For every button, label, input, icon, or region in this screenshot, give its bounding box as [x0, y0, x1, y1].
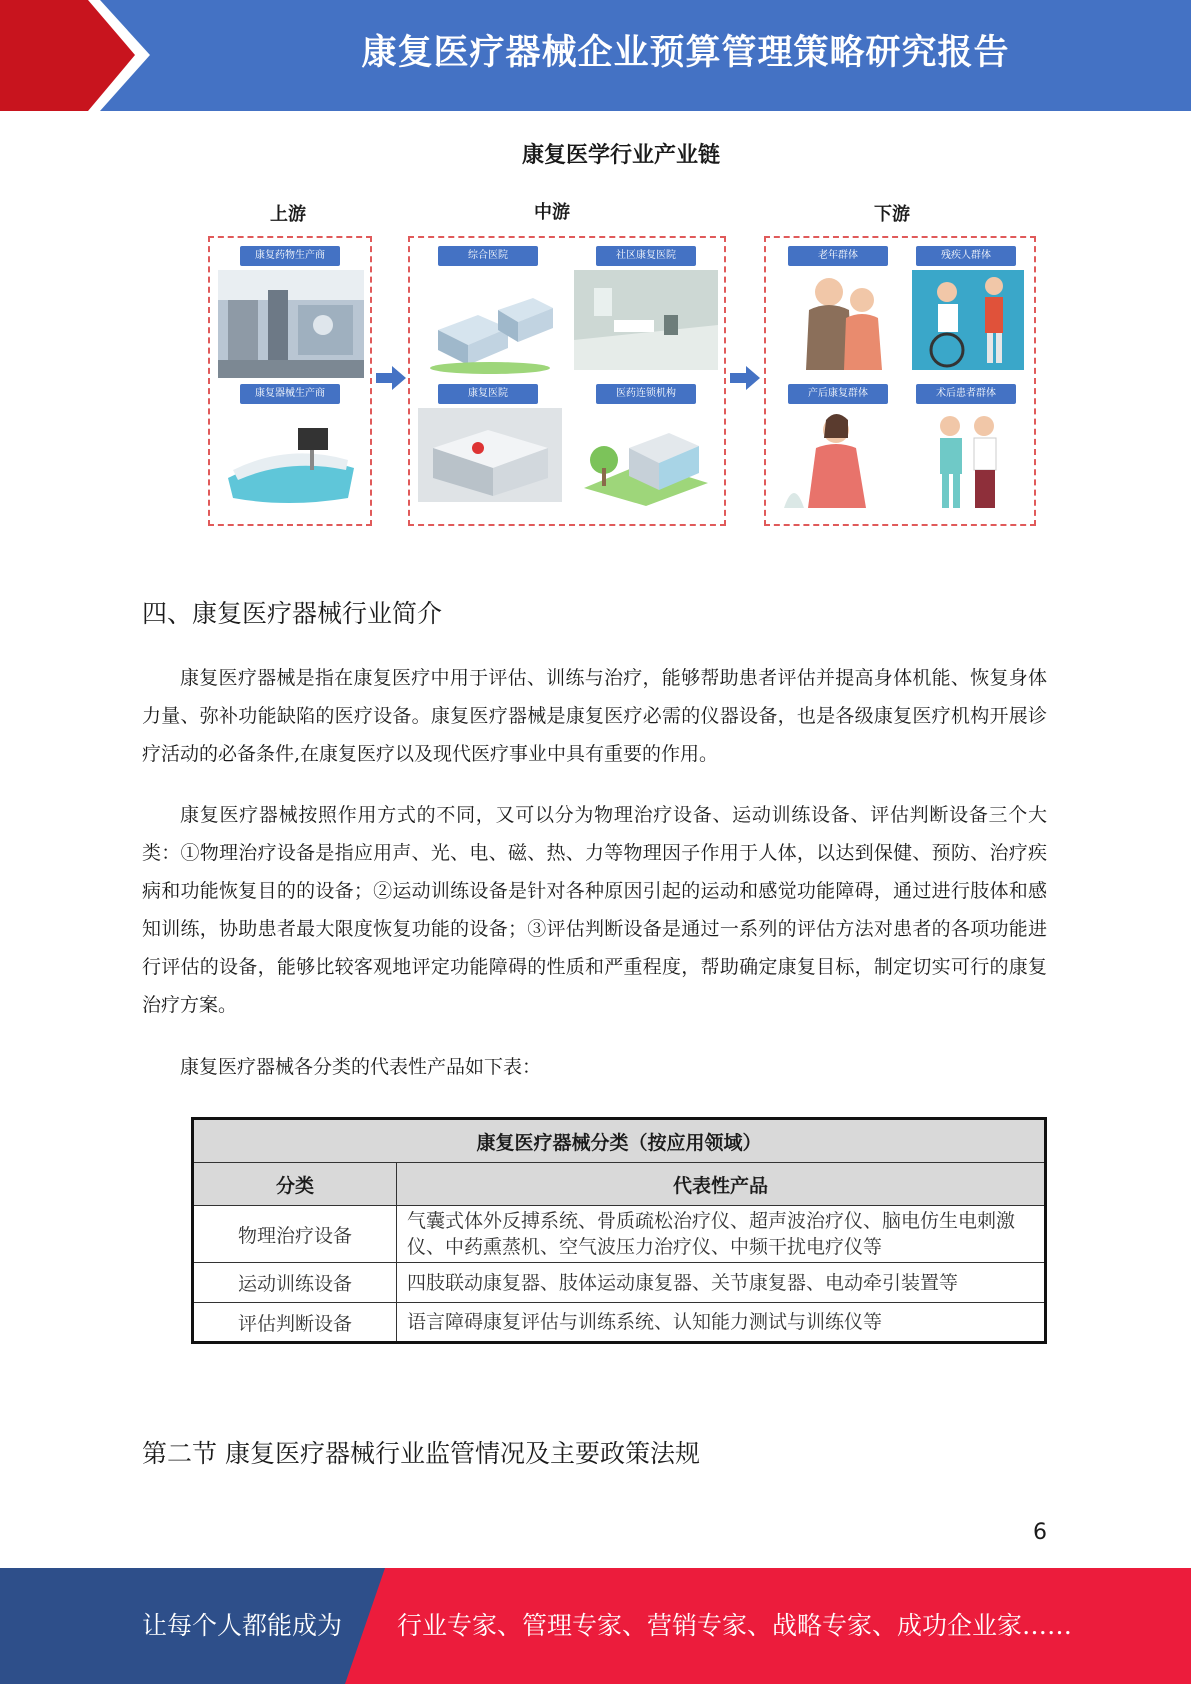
tag-device-maker: 康复器械生产商	[240, 384, 340, 404]
paragraph-3: 康复医疗器械各分类的代表性产品如下表：	[180, 1056, 542, 1078]
table-cell-category: 运动训练设备	[193, 1263, 397, 1303]
table-cell-category: 评估判断设备	[193, 1303, 397, 1343]
tag-disabled: 残疾人群体	[916, 246, 1016, 266]
page-number: 6	[1033, 1520, 1047, 1545]
footer-slogan-left: 让每个人都能成为	[142, 1611, 343, 1640]
disabled-illustration	[912, 270, 1024, 370]
tag-community-hospital: 社区康复医院	[596, 246, 696, 266]
table-cell-products: 语言障碍康复评估与训练系统、认知能力测试与训练仪等	[397, 1303, 1046, 1343]
upstream-box	[208, 236, 372, 526]
page-footer	[0, 1568, 1191, 1684]
tag-general-hospital: 综合医院	[438, 246, 538, 266]
stage-upstream-label: 上游	[270, 204, 306, 225]
tag-elderly: 老年群体	[788, 246, 888, 266]
postpartum-illustration	[774, 408, 900, 514]
header-red-chevron	[0, 0, 150, 111]
tag-drug-maker: 康复药物生产商	[240, 246, 340, 266]
report-title: 康复医疗器械企业预算管理策略研究报告	[361, 33, 1010, 73]
tag-rehab-hospital: 康复医院	[438, 384, 538, 404]
general-hospital-image	[418, 270, 562, 378]
paragraph-1: 康复医疗器械是指在康复医疗中用于评估、训练与治疗，能够帮助患者评估并提高身体机能、恢复身体力量、弥补功能缺陷的医疗设备。康复医疗器械是康复医疗必需的仪器设备，也是各级康复医疗机构开展诊疗活动的必备条件,在康复医疗以及现代医疗事业中具有重要的作用。	[142, 667, 1047, 765]
paragraph-2: 康复医疗器械按照作用方式的不同，又可以分为物理治疗设备、运动训练设备、评估判断设备三个大类：①物理治疗设备是指应用声、光、电、磁、热、力等物理因子作用于人体，以达到保健、预防、治疗疾病和功能恢复目的的设备；②运动训练设备是针对各种原因引起的运动和感觉功能障碍，通过进行肢体和感知训练，协助患者最大限度恢复功能的设备；③评估判断设备是通过一系列的评估方法对患者的各项功能进行评估的设备，能够比较客观地评定功能障碍的性质和严重程度，帮助确定康复目标，制定切实可行的康复治疗方案。	[142, 804, 1047, 1016]
arrow-right-icon	[730, 366, 760, 390]
table-row	[193, 1303, 1046, 1343]
table-cell-category: 物理治疗设备	[193, 1206, 397, 1263]
arrow-right-icon	[376, 366, 406, 390]
table-row	[193, 1263, 1046, 1303]
industry-chain-diagram	[200, 138, 1042, 538]
stage-midstream-label: 中游	[534, 202, 570, 223]
table-header-category: 分类	[193, 1163, 397, 1206]
tag-pharmacy-chain: 医药连锁机构	[596, 384, 696, 404]
tag-postoperative: 术后患者群体	[916, 384, 1016, 404]
table-row	[193, 1206, 1046, 1263]
stage-downstream-label: 下游	[874, 204, 910, 225]
tag-postpartum: 产后康复群体	[788, 384, 888, 404]
community-hospital-image	[574, 270, 718, 370]
table-caption: 康复医疗器械分类（按应用领域）	[193, 1119, 1046, 1163]
diagram-title: 康复医学行业产业链	[521, 142, 720, 168]
section-heading: 第二节 康复医疗器械行业监管情况及主要政策法规	[142, 1439, 700, 1468]
table-cell-products: 四肢联动康复器、肢体运动康复器、关节康复器、电动牵引装置等	[397, 1263, 1046, 1303]
pharmacy-image	[574, 408, 718, 508]
postoperative-illustration	[912, 408, 1024, 514]
footer-slogan-right: 行业专家、管理专家、营销专家、战略专家、成功企业家……	[397, 1611, 1073, 1640]
downstream-box	[764, 236, 1036, 526]
elderly-illustration	[774, 270, 900, 370]
rehab-device-image	[218, 408, 364, 516]
section-heading: 四、康复医疗器械行业简介	[142, 599, 443, 628]
table-header-products: 代表性产品	[397, 1163, 1046, 1206]
factory-image	[218, 270, 364, 378]
table-cell-products: 气囊式体外反搏系统、骨质疏松治疗仪、超声波治疗仪、脑电仿生电刺激仪、中药熏蒸机、空气波压力治疗仪、中频干扰电疗仪等	[397, 1206, 1046, 1263]
midstream-box	[408, 236, 726, 526]
page-header	[0, 0, 1191, 111]
rehab-hospital-image	[418, 408, 562, 502]
classification-table	[191, 1117, 1047, 1344]
